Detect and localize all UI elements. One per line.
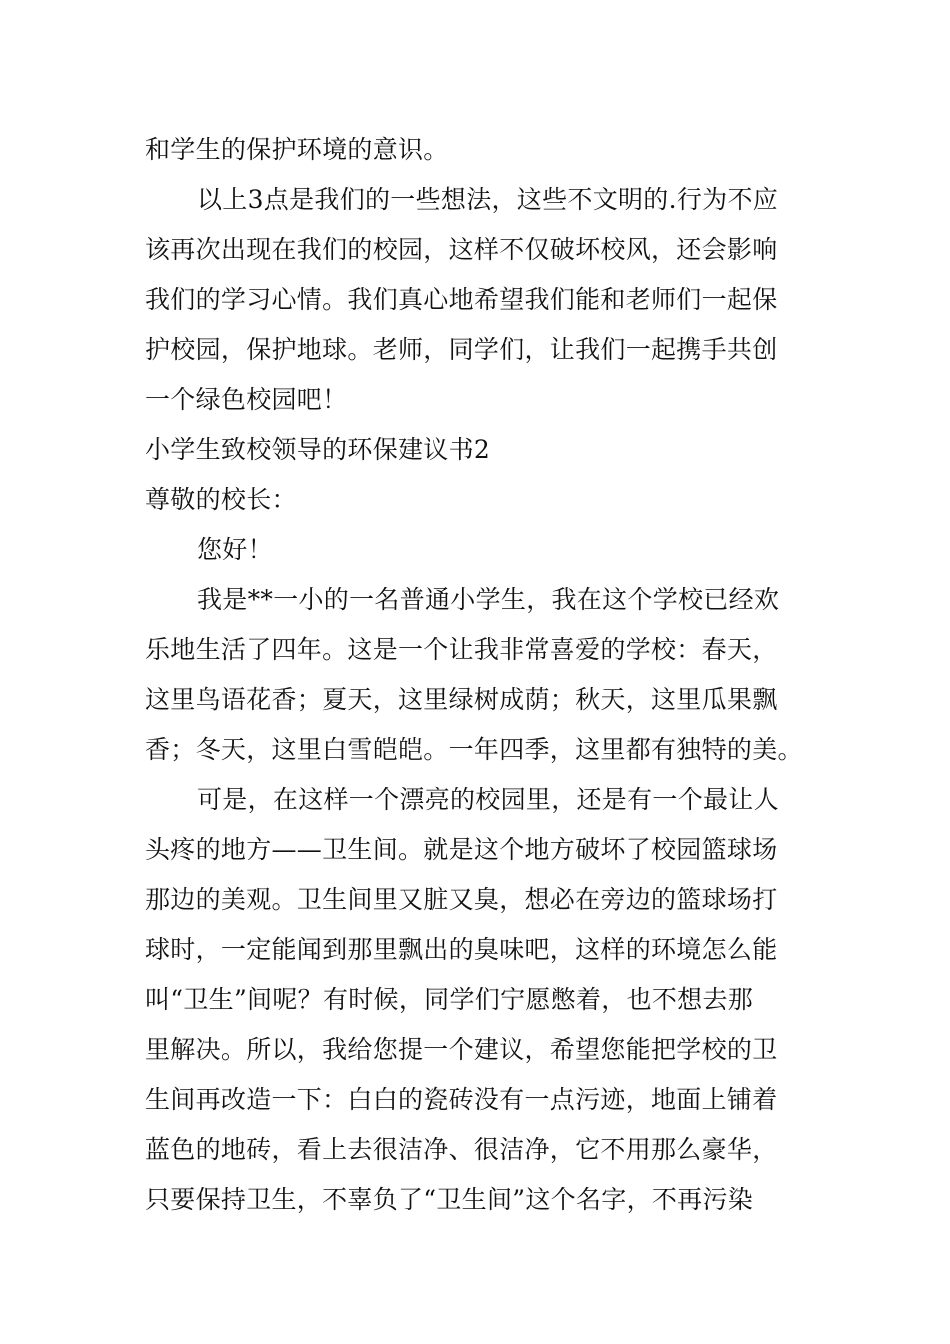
text-line: 护校园，保护地球。老师，同学们，让我们一起携手共创 <box>145 335 778 364</box>
text-line: 球时，一定能闻到那里飘出的臭味吧，这样的环境怎么能 <box>145 935 778 964</box>
text-line: 这里鸟语花香；夏天，这里绿树成荫；秋天，这里瓜果飘 <box>145 685 778 714</box>
text-line: 那边的美观。卫生间里又脏又臭，想必在旁边的篮球场打 <box>145 885 778 914</box>
text-line: 乐地生活了四年。这是一个让我非常喜爱的学校：春天， <box>145 635 778 664</box>
text-line: 和学生的保护环境的意识。 <box>145 135 449 164</box>
salutation: 尊敬的校长： <box>145 485 297 514</box>
text-line: 里解决。所以，我给您提一个建议，希望您能把学校的卫 <box>145 1035 778 1064</box>
text-line: 香；冬天，这里白雪皑皑。一年四季，这里都有独特的美。 <box>145 735 803 764</box>
paragraph-start-line: 我是**一小的一名普通小学生，我在这个学校已经欢 <box>197 585 780 614</box>
text-line: 蓝色的地砖，看上去很洁净、很洁净，它不用那么豪华， <box>145 1135 778 1164</box>
greeting: 您好！ <box>197 535 273 564</box>
paragraph-start-line: 可是，在这样一个漂亮的校园里，还是有一个最让人 <box>197 785 779 814</box>
text-line: 一个绿色校园吧！ <box>145 385 348 414</box>
section-title: 小学生致校领导的环保建议书2 <box>145 435 491 464</box>
text-line: 只要保持卫生，不辜负了“卫生间”这个名字，不再污染 <box>145 1185 754 1214</box>
text-line: 生间再改造一下：白白的瓷砖没有一点污迹，地面上铺着 <box>145 1085 778 1114</box>
paragraph-start-line: 以上3点是我们的一些想法，这些不文明的.行为不应 <box>197 185 779 214</box>
text-line: 头疼的地方——卫生间。就是这个地方破坏了校园篮球场 <box>145 835 778 864</box>
text-line: 我们的学习心情。我们真心地希望我们能和老师们一起保 <box>145 285 778 314</box>
text-line: 叫“卫生”间呢？有时候，同学们宁愿憋着，也不想去那 <box>145 985 754 1014</box>
text-line: 该再次出现在我们的校园，这样不仅破坏校风，还会影响 <box>145 235 778 264</box>
